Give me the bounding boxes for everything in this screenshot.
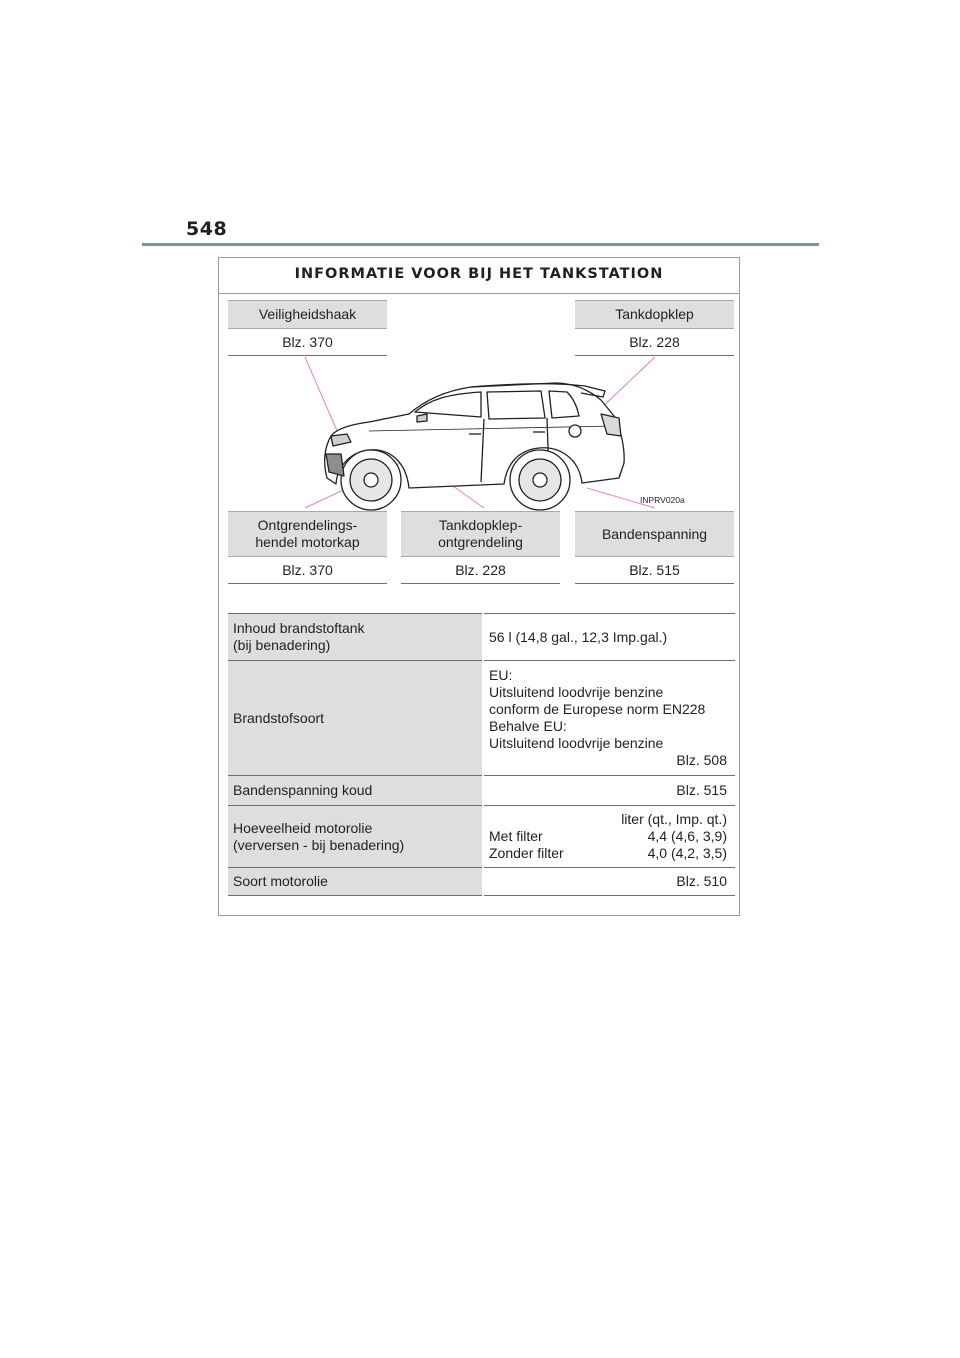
table-row: [228, 806, 735, 868]
key-line: (bij benadering): [233, 637, 331, 653]
row-value: 56 l (14,8 gal., 12,3 Imp.gal.): [483, 614, 735, 661]
key-line: Hoeveelheid motorolie: [233, 819, 373, 836]
fuel-info-panel: [218, 257, 740, 916]
leader-fuel-door-opener: [419, 462, 484, 508]
page-number: 548: [186, 218, 228, 240]
callout-page-ref: Blz. 515: [575, 557, 734, 584]
key-line: Inhoud brandstoftank: [233, 620, 365, 636]
specs-table: [228, 613, 735, 896]
row-key: Bandenspanning koud: [228, 776, 483, 806]
row-key: Brandstofsoort: [228, 661, 483, 776]
value-line: Uitsluitend loodvrije benzine: [489, 735, 664, 751]
callout-page-ref: Blz. 370: [228, 557, 387, 584]
leader-hood-lever: [305, 452, 424, 508]
callout-fuel-door: [575, 300, 734, 356]
oil-label: Zonder filter: [489, 845, 564, 861]
table-row: [228, 776, 735, 806]
table-row: [228, 661, 735, 776]
callout-label-line: Ontgrendelings-: [257, 517, 358, 533]
callout-label-line: hendel motorkap: [255, 534, 360, 550]
callout-fuel-door-opener: [401, 511, 560, 584]
row-value: [483, 661, 735, 776]
suv-icon: [325, 383, 624, 510]
page-ref: Blz. 508: [676, 752, 727, 768]
callout-safety-hook: [228, 300, 387, 356]
leader-lines: [305, 357, 655, 508]
row-key: Soort motorolie: [228, 868, 483, 896]
callout-page-ref: Blz. 228: [575, 329, 734, 356]
callout-label-line: Tankdopklep-: [438, 517, 523, 533]
callout-label-line: ontgrendeling: [438, 534, 523, 550]
callout-label: [228, 511, 387, 557]
callout-label: Veiligheidshaak: [228, 300, 387, 329]
row-key: [228, 614, 483, 661]
value-line: conform de Europese norm EN228: [489, 701, 706, 717]
callout-page-ref: Blz. 228: [401, 557, 560, 584]
table-row: [228, 868, 735, 896]
value-line: Uitsluitend loodvrije benzine: [489, 684, 664, 700]
callout-hood-lever: [228, 511, 387, 584]
callout-label: Tankdopklep: [575, 300, 734, 329]
row-value: [483, 806, 735, 868]
leader-safety-hook: [305, 357, 338, 433]
callout-label: Bandenspanning: [575, 511, 734, 557]
value-line: Behalve EU:: [489, 718, 567, 734]
oil-unit: liter (qt., Imp. qt.): [621, 811, 727, 827]
panel-title: INFORMATIE VOOR BIJ HET TANKSTATION: [294, 266, 664, 282]
oil-value: 4,4 (4,6, 3,9): [647, 828, 727, 844]
oil-label: Met filter: [489, 828, 543, 844]
key-line: (verversen - bij benadering): [233, 836, 405, 853]
callout-tire-pressure: [575, 511, 734, 584]
oil-value: 4,0 (4,2, 3,5): [647, 845, 727, 861]
leader-fuel-door: [575, 357, 655, 433]
value-line: EU:: [489, 667, 513, 683]
row-key: [228, 806, 483, 868]
callout-label: [401, 511, 560, 557]
callout-page-ref: Blz. 370: [228, 329, 387, 356]
page-ref: Blz. 515: [483, 776, 735, 806]
oil-grid: [489, 828, 727, 862]
figure-code: INPRV020a: [640, 495, 685, 505]
page-ref: Blz. 510: [483, 868, 735, 896]
header-rule: [142, 243, 819, 246]
title-divider: [219, 293, 739, 294]
table-row: [228, 614, 735, 661]
